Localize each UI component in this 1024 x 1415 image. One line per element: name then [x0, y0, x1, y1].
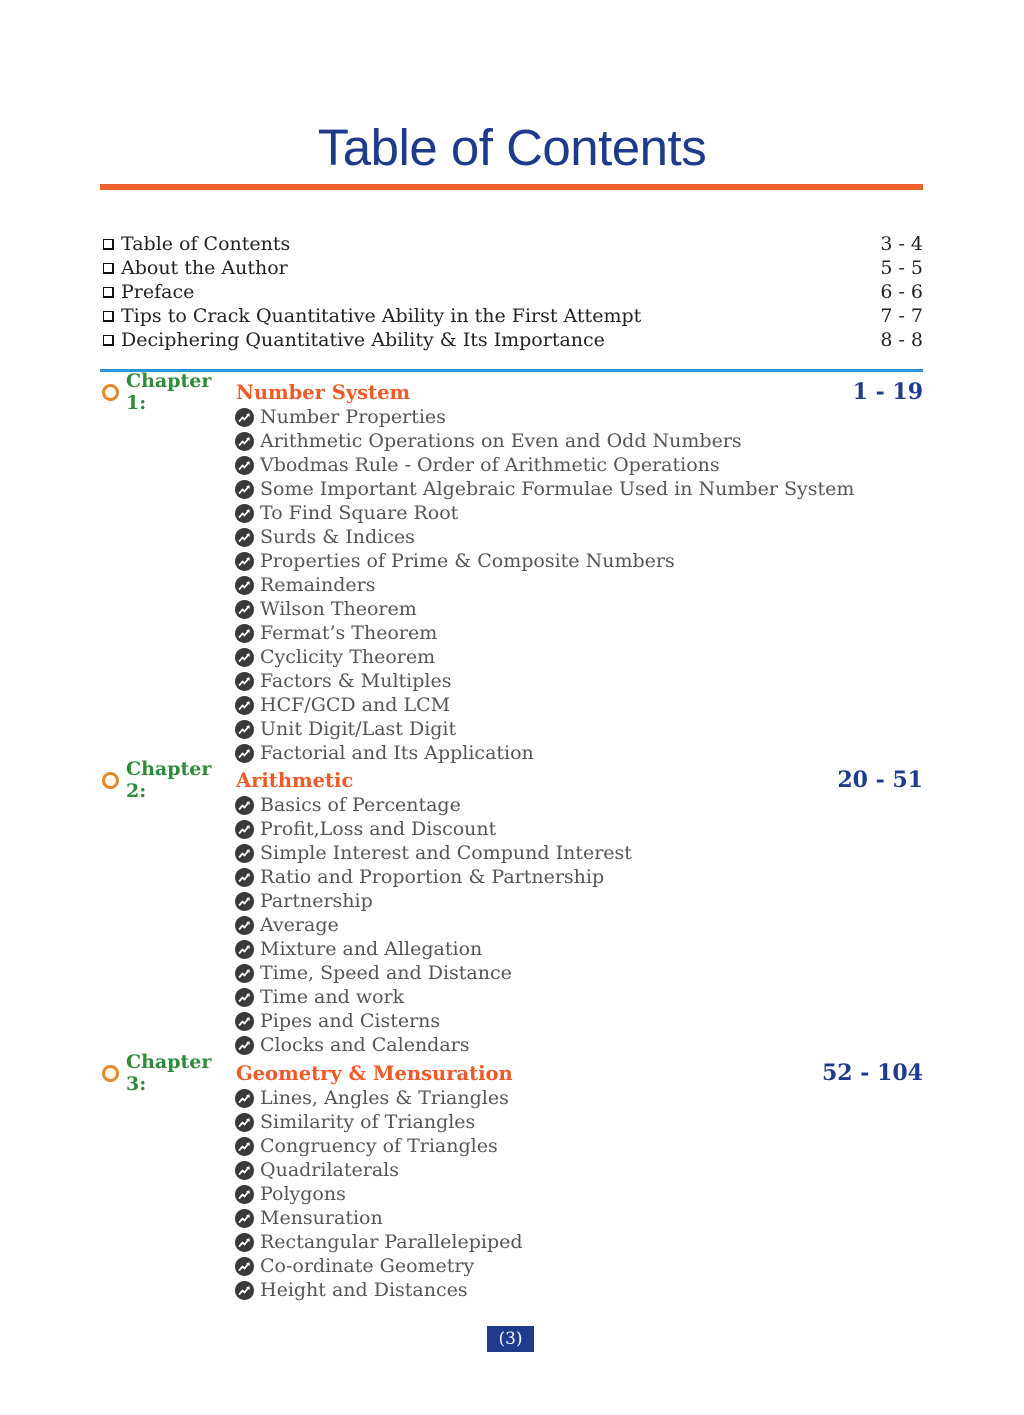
trend-arrow-icon: [235, 1137, 254, 1156]
topic-item[interactable]: [235, 1206, 923, 1230]
topic-label: Simple Interest and Compund Interest: [260, 842, 632, 864]
trend-arrow-icon: [235, 528, 254, 547]
trend-arrow-icon: [235, 480, 254, 499]
chapter-section: [100, 1051, 923, 1302]
trend-arrow-icon: [235, 988, 254, 1007]
trend-arrow-icon: [235, 696, 254, 715]
topic-label: Wilson Theorem: [260, 598, 417, 620]
chapter-title: Number System: [236, 380, 411, 404]
topic-label: Quadrilaterals: [260, 1159, 399, 1181]
chapter-label: Chapter 3:: [126, 1051, 212, 1095]
topic-label: Time, Speed and Distance: [260, 962, 512, 984]
topic-item[interactable]: [235, 741, 923, 765]
front-matter-label: About the Author: [121, 257, 288, 279]
topic-label: Polygons: [260, 1183, 346, 1205]
front-matter-pages: 6 - 6: [880, 281, 923, 303]
topic-label: Co-ordinate Geometry: [260, 1255, 475, 1277]
trend-arrow-icon: [235, 456, 254, 475]
chapter-pages: 1 - 19: [852, 379, 923, 405]
trend-arrow-icon: [235, 672, 254, 691]
chapter-pages: 52 - 104: [822, 1060, 923, 1086]
front-matter-pages: 8 - 8: [880, 329, 923, 351]
trend-arrow-icon: [235, 940, 254, 959]
topic-label: To Find Square Root: [260, 502, 459, 524]
trend-arrow-icon: [235, 648, 254, 667]
topic-label: Unit Digit/Last Digit: [260, 718, 457, 740]
topic-label: Height and Distances: [260, 1279, 468, 1301]
title-underline: [100, 184, 923, 190]
trend-arrow-icon: [235, 844, 254, 863]
trend-arrow-icon: [235, 868, 254, 887]
topic-item[interactable]: [235, 1134, 923, 1158]
topic-item[interactable]: [235, 549, 923, 573]
trend-arrow-icon: [235, 624, 254, 643]
topic-label: Similarity of Triangles: [260, 1111, 476, 1133]
front-matter-item[interactable]: [103, 256, 923, 280]
topic-label: Mensuration: [260, 1207, 383, 1229]
trend-arrow-icon: [235, 720, 254, 739]
topic-item[interactable]: [235, 913, 923, 937]
topic-item[interactable]: [235, 477, 923, 501]
trend-arrow-icon: [235, 796, 254, 815]
trend-arrow-icon: [235, 432, 254, 451]
checkbox-icon: [103, 311, 114, 322]
front-matter-label: Table of Contents: [121, 233, 291, 255]
front-matter-label: Deciphering Quantitative Ability & Its Importance: [121, 329, 605, 351]
front-matter-item[interactable]: [103, 232, 923, 256]
front-matter-pages: 5 - 5: [880, 257, 923, 279]
page-title: Table of Contents: [317, 119, 707, 176]
topic-item[interactable]: [235, 1086, 923, 1110]
chapter-label: Chapter 2:: [126, 758, 212, 802]
topic-label: Fermat’s Theorem: [260, 622, 438, 644]
topic-item[interactable]: [235, 985, 923, 1009]
topic-item[interactable]: [235, 405, 923, 429]
topic-list: [100, 405, 923, 765]
chapter-pages: 20 - 51: [837, 767, 923, 793]
topic-label: Congruency of Triangles: [260, 1135, 498, 1157]
topic-item[interactable]: [235, 573, 923, 597]
trend-arrow-icon: [235, 1161, 254, 1180]
topic-label: Factorial and Its Application: [260, 742, 534, 764]
chapter-section: [100, 370, 923, 765]
topic-item[interactable]: [235, 453, 923, 477]
topic-label: Some Important Algebraic Formulae Used in Number System: [260, 478, 855, 500]
topic-item[interactable]: [235, 621, 923, 645]
checkbox-icon: [103, 239, 114, 250]
topic-item[interactable]: [235, 961, 923, 985]
checkbox-icon: [103, 263, 114, 274]
chapter-label: Chapter 1:: [126, 370, 212, 414]
front-matter-item[interactable]: [103, 280, 923, 304]
topic-label: HCF/GCD and LCM: [260, 694, 451, 716]
trend-arrow-icon: [235, 408, 254, 427]
front-matter-item[interactable]: [103, 328, 923, 352]
front-matter-pages: 7 - 7: [880, 305, 923, 327]
chapter-title: Geometry & Mensuration: [236, 1061, 513, 1085]
topic-item[interactable]: [235, 865, 923, 889]
bulb-icon: [102, 1065, 119, 1082]
topic-item[interactable]: [235, 1009, 923, 1033]
topic-label: Clocks and Calendars: [260, 1034, 470, 1056]
trend-arrow-icon: [235, 1281, 254, 1300]
topic-label: Number Properties: [260, 406, 446, 428]
topic-label: Mixture and Allegation: [260, 938, 483, 960]
topic-item[interactable]: [235, 1278, 923, 1302]
topic-label: Rectangular Parallelepiped: [260, 1231, 523, 1253]
chapter-heading[interactable]: [100, 1051, 923, 1095]
topic-item[interactable]: [235, 1110, 923, 1134]
topic-item[interactable]: [235, 717, 923, 741]
trend-arrow-icon: [235, 892, 254, 911]
topic-item[interactable]: [235, 841, 923, 865]
trend-arrow-icon: [235, 916, 254, 935]
bulb-icon: [102, 772, 119, 789]
topic-label: Arithmetic Operations on Even and Odd Numbers: [260, 430, 742, 452]
topic-item[interactable]: [235, 1254, 923, 1278]
chapter-section: [100, 758, 923, 1057]
topic-label: Lines, Angles & Triangles: [260, 1087, 509, 1109]
front-matter-label: Tips to Crack Quantitative Ability in the First Attempt: [121, 305, 642, 327]
topic-item[interactable]: [235, 525, 923, 549]
chapter-heading[interactable]: [100, 758, 923, 802]
topic-item[interactable]: [235, 597, 923, 621]
topic-list: [100, 1086, 923, 1302]
topic-label: Average: [260, 914, 339, 936]
checkbox-icon: [103, 335, 114, 346]
topic-item[interactable]: [235, 1158, 923, 1182]
topic-label: Vbodmas Rule - Order of Arithmetic Operations: [260, 454, 720, 476]
trend-arrow-icon: [235, 600, 254, 619]
topic-label: Factors & Multiples: [260, 670, 452, 692]
topic-item[interactable]: [235, 793, 923, 817]
trend-arrow-icon: [235, 744, 254, 763]
topic-item[interactable]: [235, 429, 923, 453]
trend-arrow-icon: [235, 1209, 254, 1228]
topic-item[interactable]: [235, 817, 923, 841]
trend-arrow-icon: [235, 576, 254, 595]
topic-list: [100, 793, 923, 1057]
trend-arrow-icon: [235, 1089, 254, 1108]
front-matter-pages: 3 - 4: [880, 233, 923, 255]
topic-label: Profit,Loss and Discount: [260, 818, 497, 840]
topic-item[interactable]: [235, 1033, 923, 1057]
topic-label: Basics of Percentage: [260, 794, 461, 816]
trend-arrow-icon: [235, 552, 254, 571]
trend-arrow-icon: [235, 1113, 254, 1132]
trend-arrow-icon: [235, 1257, 254, 1276]
topic-label: Partnership: [260, 890, 373, 912]
trend-arrow-icon: [235, 820, 254, 839]
topic-item[interactable]: [235, 693, 923, 717]
page-number: (3): [487, 1326, 534, 1352]
bulb-icon: [102, 384, 119, 401]
topic-item[interactable]: [235, 1182, 923, 1206]
topic-label: Properties of Prime & Composite Numbers: [260, 550, 675, 572]
topic-item[interactable]: [235, 669, 923, 693]
trend-arrow-icon: [235, 504, 254, 523]
trend-arrow-icon: [235, 1036, 254, 1055]
trend-arrow-icon: [235, 1185, 254, 1204]
trend-arrow-icon: [235, 1233, 254, 1252]
front-matter-list: [103, 232, 923, 352]
front-matter-item[interactable]: [103, 304, 923, 328]
topic-item[interactable]: [235, 501, 923, 525]
chapter-title: Arithmetic: [236, 768, 354, 792]
trend-arrow-icon: [235, 1012, 254, 1031]
checkbox-icon: [103, 287, 114, 298]
topic-label: Ratio and Proportion & Partnership: [260, 866, 605, 888]
topic-label: Time and work: [260, 986, 405, 1008]
topic-item[interactable]: [235, 1230, 923, 1254]
trend-arrow-icon: [235, 964, 254, 983]
topic-label: Pipes and Cisterns: [260, 1010, 441, 1032]
topic-label: Surds & Indices: [260, 526, 415, 548]
topic-item[interactable]: [235, 645, 923, 669]
topic-item[interactable]: [235, 937, 923, 961]
front-matter-label: Preface: [121, 281, 195, 303]
topic-label: Remainders: [260, 574, 376, 596]
chapter-heading[interactable]: [100, 370, 923, 414]
topic-item[interactable]: [235, 889, 923, 913]
topic-label: Cyclicity Theorem: [260, 646, 436, 668]
